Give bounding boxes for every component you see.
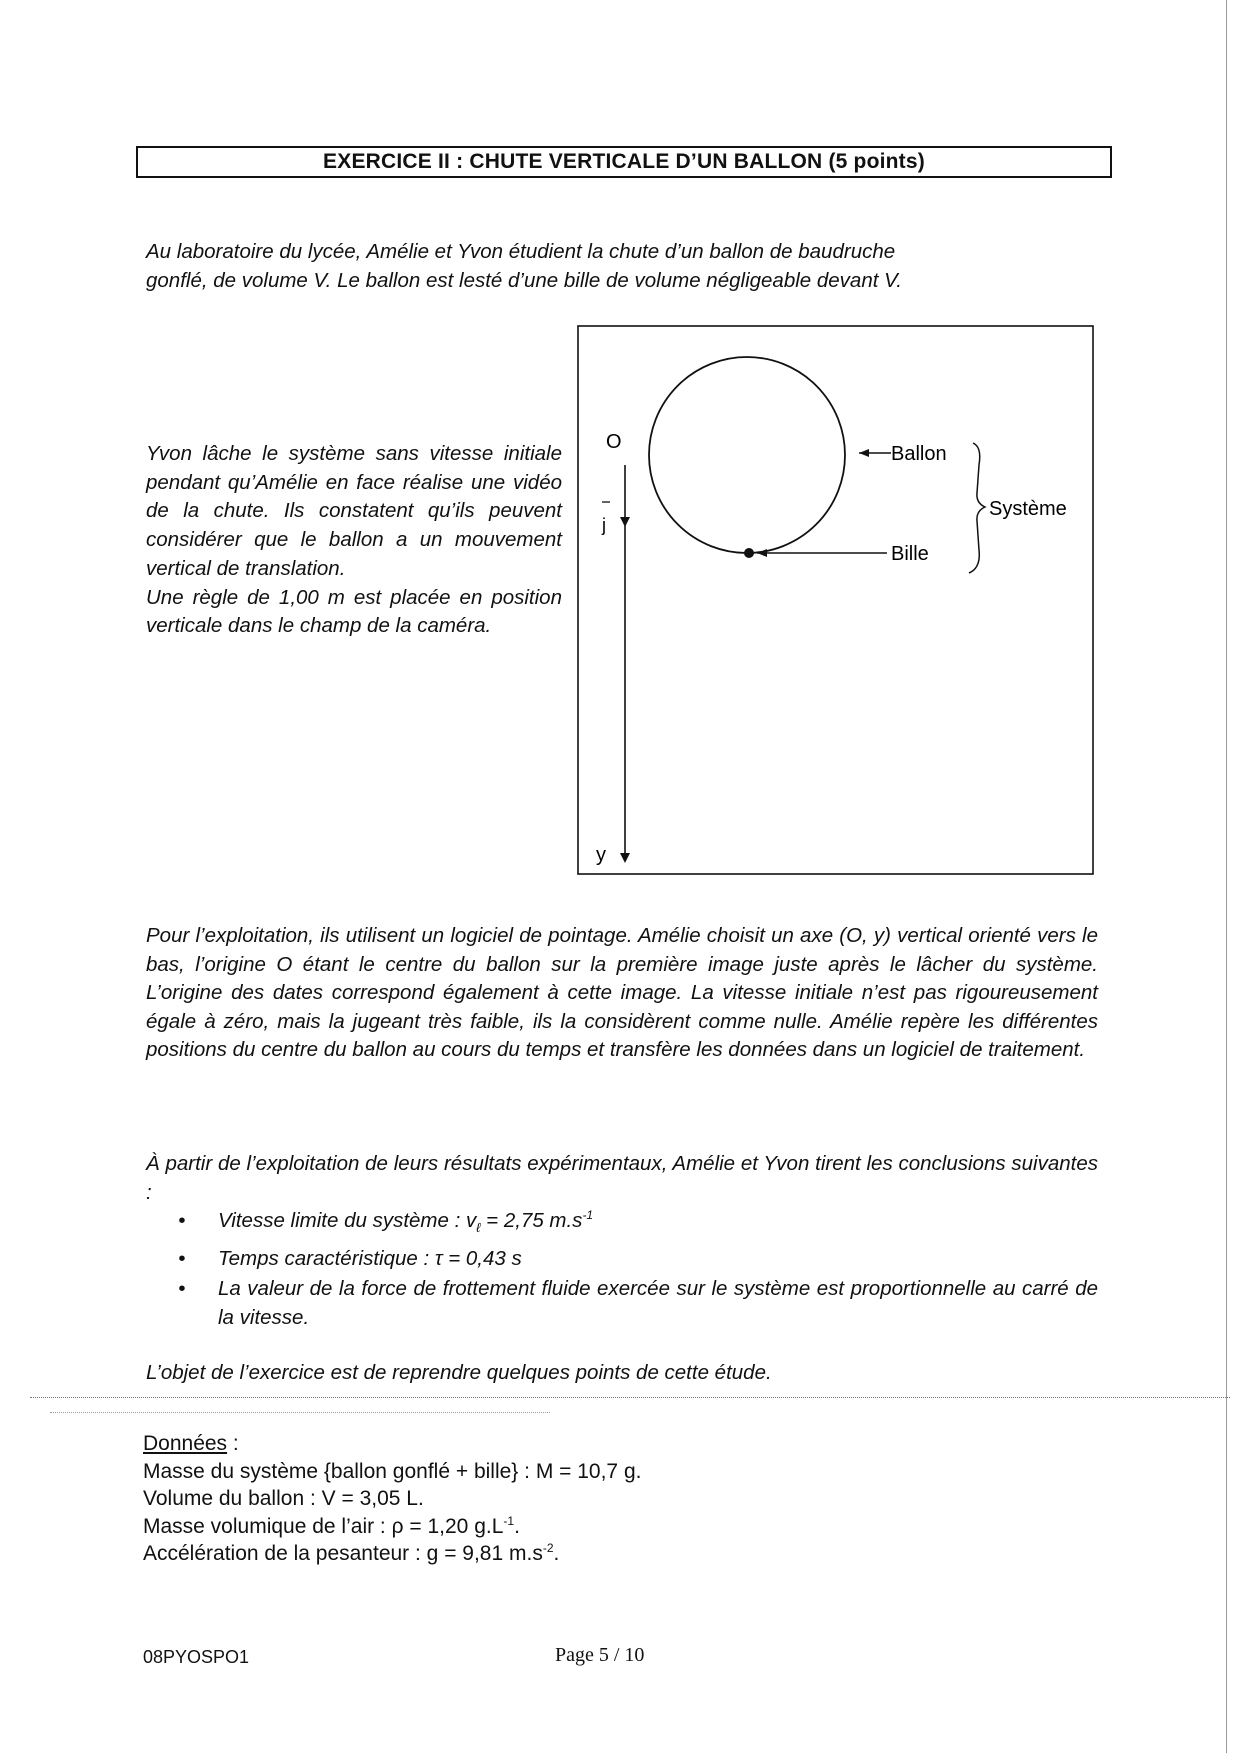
vitesse-limite-subscript: ℓ <box>476 1220 481 1236</box>
origin-label: O <box>606 431 622 453</box>
intro-paragraph <box>146 238 1098 295</box>
ballon-pointer-arrowhead <box>859 449 869 457</box>
list-item <box>146 1245 1098 1274</box>
objet-paragraph: L’objet de l’exercice est de reprendre quelques points de cette étude. <box>146 1361 772 1384</box>
conclusions-list <box>146 1207 1098 1334</box>
unit-vector-arrowhead <box>620 517 630 527</box>
document-code: 08PYOSPO1 <box>143 1647 250 1667</box>
vitesse-limite-text: Vitesse limite du système : v <box>218 1209 477 1232</box>
systeme-label: Système <box>989 498 1067 520</box>
donnee-volume: Volume du ballon : V = 3,05 L. <box>143 1487 424 1510</box>
g-text: Accélération de la pesanteur : g = 9,81 m.s <box>143 1542 543 1565</box>
bullet-symbol: • <box>178 1209 186 1232</box>
figure-frame <box>578 326 1093 874</box>
setup-text-2: Une règle de 1,00 m est placée en position verticale dans le champ de la caméra. <box>146 585 562 638</box>
ballon-label: Ballon <box>891 443 947 465</box>
y-axis-arrowhead <box>620 853 630 863</box>
intro-line-1: Au laboratoire du lycée, Amélie et Yvon étudient la chute d’un ballon de baudruche <box>146 240 896 263</box>
page-number: Page 5 / 10 <box>555 1644 645 1666</box>
bille-pointer-arrowhead <box>757 549 767 557</box>
donnees-heading-line <box>143 1430 1043 1458</box>
systeme-brace <box>969 443 985 573</box>
dotted-separator <box>30 1397 1230 1398</box>
donnees-heading: Données <box>143 1432 228 1455</box>
conclusion-vitesse-limite <box>218 1207 1098 1243</box>
results-intro: À partir de l’exploitation de leurs résultats expérimentaux, Amélie et Yvon tirent les conclusions suivantes : <box>146 1152 1098 1204</box>
donnees-section <box>143 1430 1043 1568</box>
rho-end: . <box>514 1514 520 1538</box>
unit-vector-label: j <box>602 515 606 535</box>
bille-dot <box>744 548 754 558</box>
exercise-title-box <box>136 146 1112 178</box>
bille-label: Bille <box>891 543 929 565</box>
list-item <box>146 1207 1098 1243</box>
scan-edge-line <box>1226 0 1227 1753</box>
donnee-masse: Masse du système {ballon gonflé + bille} : M = 10,7 g. <box>143 1459 642 1483</box>
bullet-symbol: • <box>178 1246 186 1270</box>
list-item <box>146 1275 1098 1332</box>
bullet-symbol: • <box>178 1277 186 1301</box>
y-axis-label: y <box>596 844 606 866</box>
vitesse-limite-exponent: -1 <box>582 1208 594 1223</box>
balloon-circle <box>649 357 845 553</box>
rho-text: Masse volumique de l’air : ρ = 1,20 g.L <box>143 1514 504 1538</box>
g-end: . <box>553 1542 560 1565</box>
g-exponent: -2 <box>542 1541 554 1555</box>
rho-exponent: -1 <box>503 1513 515 1528</box>
donnees-heading-colon: : <box>227 1432 239 1455</box>
donnee-pesanteur <box>143 1540 1043 1568</box>
balloon-figure <box>577 325 1094 875</box>
conclusion-frottement: La valeur de la force de frottement fluide exercée sur le système est proportionnelle au carré de la vitesse. <box>218 1277 1098 1329</box>
setup-text-1: Yvon lâche le système sans vitesse initiale pendant qu’Amélie en face réalise une vidéo de la chute. Ils constatent qu’ils peuvent considérer que le ballon a un mouvement vertical de translation. <box>146 442 562 580</box>
exercise-title: EXERCICE II : CHUTE VERTICALE D’UN BALLON (5 points) <box>323 150 925 173</box>
intro-line-2: gonflé, de volume V. Le ballon est lesté d’une bille de volume négligeable devant V. <box>146 268 902 292</box>
vitesse-limite-value: = 2,75 m.s <box>480 1209 583 1232</box>
donnee-masse-volumique <box>143 1513 1043 1541</box>
dotted-separator-short <box>50 1412 550 1413</box>
conclusion-temps-caracteristique: Temps caractéristique : τ = 0,43 s <box>218 1246 522 1270</box>
exploitation-paragraph: Pour l’exploitation, ils utilisent un logiciel de pointage. Amélie choisit un axe (O, y) vertical orienté vers le bas, l’origine O étant le centre du ballon sur la première image juste après le lâcher du système. L’origine des dates correspond également à cette image. La vitesse initiale n’est pas rigoureusement égale à zéro, mais la jugeant très faible, ils la considèrent comme nulle. Amélie repère les différentes positions du centre du ballon au cours du temps et transfère les données dans un logiciel de traitement. <box>146 924 1098 1061</box>
setup-paragraph <box>146 440 562 641</box>
